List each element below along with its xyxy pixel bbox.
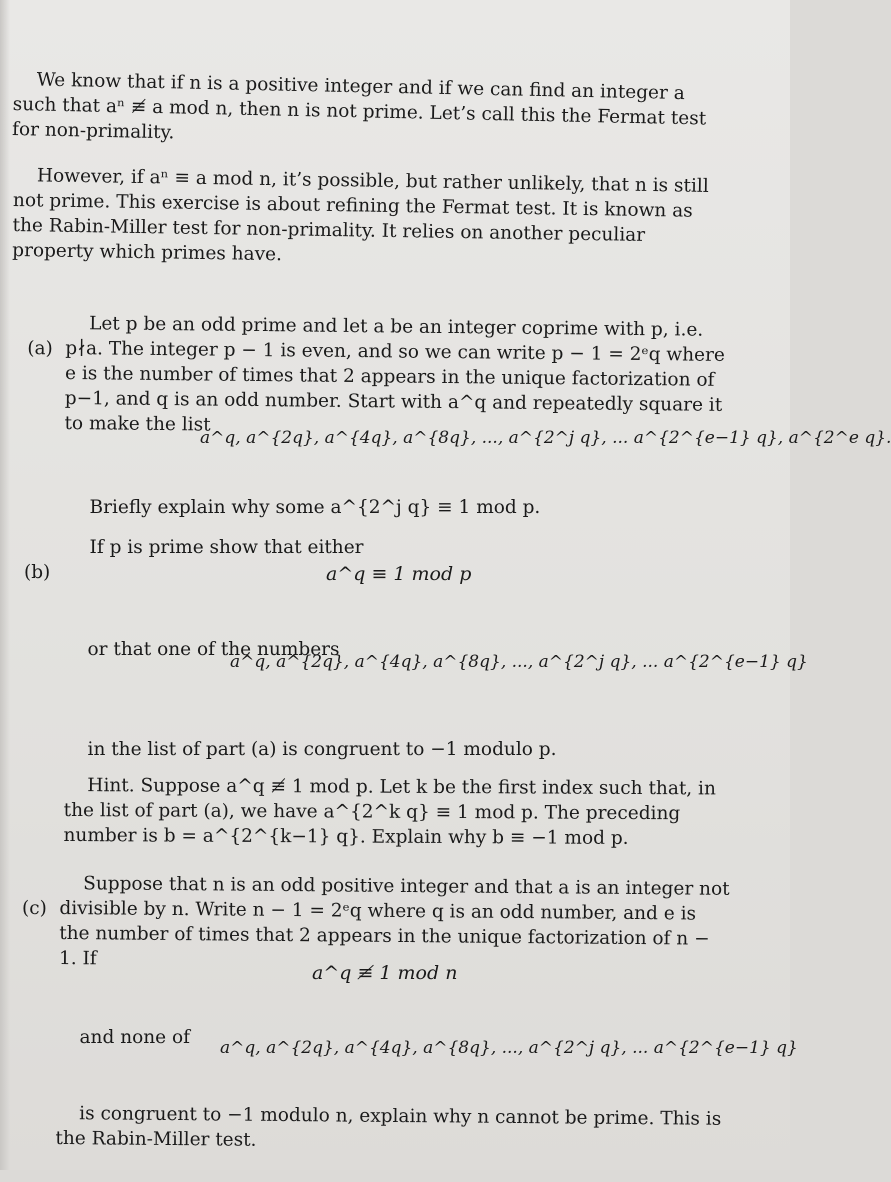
intro-p1-text: We know that if n is a positive integer and if we can find an integer a such that aⁿ ≢ a mod n, then n is not prime. Let’s call this the Fermat test for non-primality. <box>11 69 713 144</box>
intro-p2-text: However, if aⁿ ≡ a mod n, it’s possible, but rather unlikely, that n is still not prime. This exercise is about refining the Fermat test. It is known as the Rabin-Miller test for non-primality. It relies on another peculiar property which primes have. <box>12 165 715 266</box>
part-b-eq1: a^q ≡ 1 mod p <box>326 563 472 585</box>
intro-paragraph-2 <box>12 138 724 299</box>
part-a-label: (a) <box>27 337 53 360</box>
part-c-list: a^q, a^{2q}, a^{4q}, a^{8q}, ..., a^{2^j q}, ... a^{2^{e−1} q} <box>220 1038 798 1058</box>
part-a-list: a^q, a^{2q}, a^{4q}, a^{8q}, ..., a^{2^j q}, ... a^{2^{e−1} q}, a^{2^e q}. <box>200 428 891 448</box>
part-c-text: Suppose that n is an odd positive integer and that a is an integer not divisible by n. Write n − 1 = 2ᵉq where q is an odd number, and e is the number of times that 2 appears in the unique factorization of n − 1. If <box>58 873 736 970</box>
part-a-after: Briefly explain why some a^{2^j q} ≡ 1 mod p. <box>89 497 541 518</box>
part-b-hint: Hint. Suppose a^q ≢ 1 mod p. Let k be the first index such that, in the list of part (a), we have a^{2^k q} ≡ 1 mod p. The preceding number is b = a^{2^{k−1} q}. Explain why b ≡ −1 mod p. <box>63 775 722 849</box>
part-b-or-text: or that one of the numbers <box>87 639 340 660</box>
part-b-text: If p is prime show that either <box>89 537 364 558</box>
part-c-eq1: a^q ≢ 1 mod n <box>312 962 458 984</box>
part-b-after: in the list of part (a) is congruent to −1 modulo p. <box>87 739 557 760</box>
part-c-and-text: and none of <box>79 1027 190 1048</box>
part-a-text: Let p be an odd prime and let a be an integer coprime with p, i.e. p∤a. The integer p − 1 is even, and so we can write p − 1 = 2ᵉq where e is the number of times that 2 appears in the unique factorization of p−1, and q is an odd number. Start with a^q and repeatedly square it to make the list <box>64 313 731 436</box>
page-edge-shadow <box>0 0 10 1170</box>
part-c-after: is congruent to −1 modulo n, explain why n cannot be prime. This is the Rabin-Miller test. <box>55 1103 728 1151</box>
part-b-list: a^q, a^{2q}, a^{4q}, a^{8q}, ..., a^{2^j q}, ... a^{2^{e−1} q} <box>230 652 808 672</box>
part-b-label: (b) <box>24 562 51 583</box>
part-c-label: (c) <box>22 898 47 919</box>
